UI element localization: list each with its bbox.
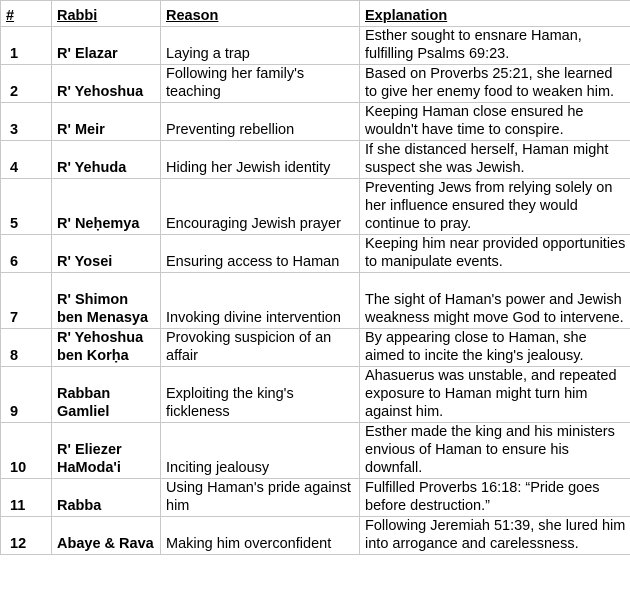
rabbi-cell: Abaye & Rava [52,517,161,555]
row-number: 4 [1,141,52,179]
rabbi-cell: R' Elazar [52,27,161,65]
reason-cell: Preventing rebellion [161,103,360,141]
table-row [1,329,630,367]
row-number: 6 [1,235,52,273]
row-number: 9 [1,367,52,423]
explanation-cell: The sight of Haman's power and Jewish weakness might move God to intervene. [360,273,630,329]
rabbi-cell: R' Neḥemya [52,179,161,235]
table-row [1,141,630,179]
reason-cell: Encouraging Jewish prayer [161,179,360,235]
table-row [1,65,630,103]
rabbi-cell: R' Yehoshua [52,65,161,103]
row-number: 7 [1,273,52,329]
explanation-cell: Esther made the king and his ministers envious of Haman to ensure his downfall. [360,423,630,479]
row-number: 5 [1,179,52,235]
explanation-cell: Keeping him near provided opportunities to manipulate events. [360,235,630,273]
row-number: 1 [1,27,52,65]
table-row [1,235,630,273]
row-number: 11 [1,479,52,517]
table-row [1,367,630,423]
reason-cell: Provoking suspicion of an affair [161,329,360,367]
reason-cell: Laying a trap [161,27,360,65]
reason-cell: Invoking divine intervention [161,273,360,329]
reason-cell: Ensuring access to Haman [161,235,360,273]
explanation-cell: Following Jeremiah 51:39, she lured him into arrogance and carelessness. [360,517,630,555]
table-row [1,423,630,479]
table-row [1,517,630,555]
table-row [1,273,630,329]
explanation-cell: Ahasuerus was unstable, and repeated exposure to Haman might turn him against him. [360,367,630,423]
rabbi-cell: R' Yosei [52,235,161,273]
row-number: 8 [1,329,52,367]
explanation-cell: Fulfilled Proverbs 16:18: “Pride goes before destruction.” [360,479,630,517]
reason-cell: Inciting jealousy [161,423,360,479]
row-number: 3 [1,103,52,141]
table-row [1,103,630,141]
reason-cell: Exploiting the king's fickleness [161,367,360,423]
rabbi-cell: Rabban Gamliel [52,367,161,423]
header-rabbi: Rabbi [52,1,161,27]
explanation-cell: If she distanced herself, Haman might suspect she was Jewish. [360,141,630,179]
row-number: 10 [1,423,52,479]
header-number: # [1,1,52,27]
rabbi-cell: R' Meir [52,103,161,141]
table-row [1,479,630,517]
header-reason: Reason [161,1,360,27]
row-number: 12 [1,517,52,555]
explanation-cell: Esther sought to ensnare Haman, fulfilling Psalms 69:23. [360,27,630,65]
reason-cell: Hiding her Jewish identity [161,141,360,179]
rabbi-cell: R' Eliezer HaModa'i [52,423,161,479]
header-row [1,1,630,27]
rabbi-cell: R' Yehuda [52,141,161,179]
table-row [1,27,630,65]
rabbi-cell: R' Shimon ben Menasya [52,273,161,329]
explanation-cell: Based on Proverbs 25:21, she learned to give her enemy food to weaken him. [360,65,630,103]
rabbi-cell: R' Yehoshua ben Korḥa [52,329,161,367]
explanation-cell: By appearing close to Haman, she aimed to incite the king's jealousy. [360,329,630,367]
explanation-cell: Preventing Jews from relying solely on her influence ensured they would continue to pray. [360,179,630,235]
reason-cell: Following her family's teaching [161,65,360,103]
table-row [1,179,630,235]
reason-cell: Making him overconfident [161,517,360,555]
header-explanation: Explanation [360,1,630,27]
row-number: 2 [1,65,52,103]
explanation-cell: Keeping Haman close ensured he wouldn't have time to conspire. [360,103,630,141]
reason-cell: Using Haman's pride against him [161,479,360,517]
rabbi-cell: Rabba [52,479,161,517]
